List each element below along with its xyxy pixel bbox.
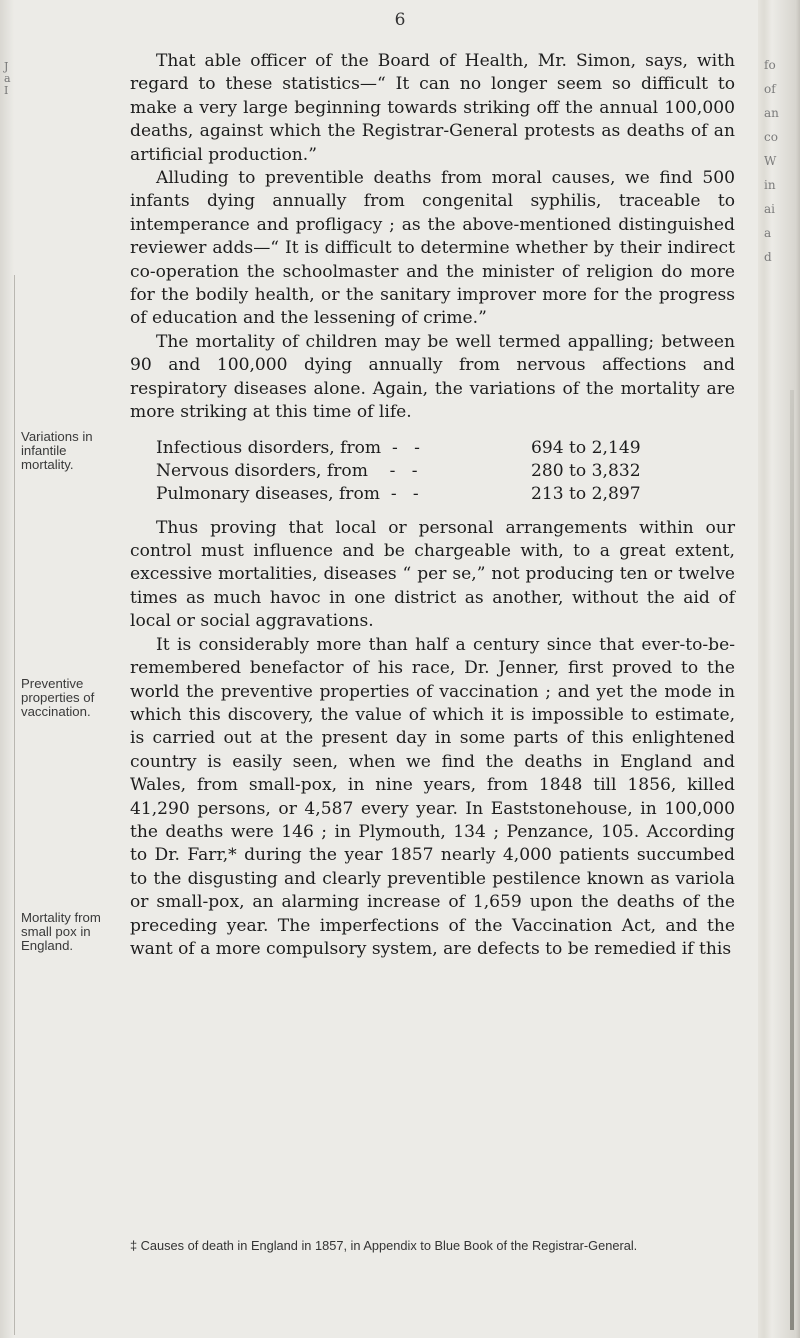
edge-fragment: J — [4, 60, 9, 73]
paragraph: The mortality of children may be well termed appalling; between 90 and 100,000 dying annually from nervous affections and respiratory diseases alone. Again, the variations of the mortality are more striking at this time of life. — [130, 331, 735, 423]
edge-fragment: fo — [764, 58, 776, 72]
paragraph: Thus proving that local or personal arrangements within our control must influence and be chargeable with, to a great extent, excessive mortalities, diseases “ per se,” not producing ten or twelve times as much havoc in one district as another, without the aid of local or social aggravations. — [130, 517, 735, 632]
edge-fragment: ai — [764, 202, 775, 216]
paragraph: Alluding to preventible deaths from moral causes, we find 500 infants dying annually from congenital syphilis, traceable to intemperance and profligacy ; as the above-mentioned distinguished reviewer adds—“ It is difficult to determine whether by their indirect co-operation the schoolmaster and the minister of religion do more for the bodily health, or the sanitary improver more for the progress of education and the lessening of crime.” — [130, 168, 735, 329]
edge-fragment: d — [764, 250, 772, 264]
margin-note-small-pox: Mortality from small pox in England. — [21, 910, 101, 953]
paragraph: That able officer of the Board of Health, Mr. Simon, says, with regard to these statistics—“ It can no longer seem so difficult to make a very large beginning towards striking off the annual 100,000 deaths, against which the Registrar-General protests as deaths of an artificial production.” — [130, 51, 735, 165]
statistics-label: Nervous disorders, from - - — [156, 460, 418, 481]
left-page-edge — [0, 0, 14, 1338]
margin-note-infantile-mortality: Variations in infantile mortality. — [21, 429, 93, 472]
statistics-label: Infectious disorders, from - - — [156, 437, 420, 458]
statistics-value: 694 to 2,149 — [531, 437, 641, 458]
edge-fragment: a — [764, 226, 772, 240]
edge-fragment: I — [4, 84, 9, 97]
binding-shadow — [790, 390, 794, 1330]
statistics-row — [156, 437, 701, 460]
body-text — [130, 50, 735, 961]
edge-fragment: W — [764, 154, 777, 168]
margin-note-vaccination: Preventive properties of vaccination. — [21, 676, 95, 719]
statistics-label: Pulmonary diseases, from - - — [156, 484, 419, 505]
edge-fragment: an — [764, 106, 779, 120]
edge-fragment: a — [4, 72, 11, 85]
edge-fragment: in — [764, 178, 776, 192]
page-number: 6 — [394, 10, 406, 30]
statistics-value: 213 to 2,897 — [531, 484, 641, 505]
edge-fragment: co — [764, 130, 778, 144]
statistics-row — [156, 483, 701, 506]
footnote: ‡ Causes of death in England in 1857, in Appendix to Blue Book of the Registrar-General. — [130, 1238, 638, 1253]
paragraph: It is considerably more than half a century since that ever-to-be-remembered benefactor of his race, Dr. Jenner, first proved to the world the preventive properties of vaccination ; and yet the mode in which this discovery, the value of which it is impossible to estimate, is carried out at the present day in some parts of this enlightened country is easily seen, when we find the deaths in England and Wales, from small-pox, in nine years, from 1848 till 1856, killed 41,290 persons, or 4,587 every year. In Eaststonehouse, in 100,000 the deaths were 146 ; in Plymouth, 134 ; Penzance, 105. According to Dr. Farr,* during the year 1857 nearly 4,000 patients succumbed to the disgusting and clearly preventible pestilence known as variola or small-pox, an alarming increase of 1,659 upon the deaths of the preceding year. The imperfections of the Vaccination Act, and the want of a more compulsory system, are defects to be remedied if this — [130, 634, 735, 959]
right-page-edge — [758, 0, 800, 1338]
statistics-value: 280 to 3,832 — [531, 460, 641, 481]
edge-fragment: of — [764, 82, 776, 96]
statistics-table — [156, 437, 701, 507]
statistics-row — [156, 460, 701, 483]
page-gutter-line — [14, 275, 15, 1335]
